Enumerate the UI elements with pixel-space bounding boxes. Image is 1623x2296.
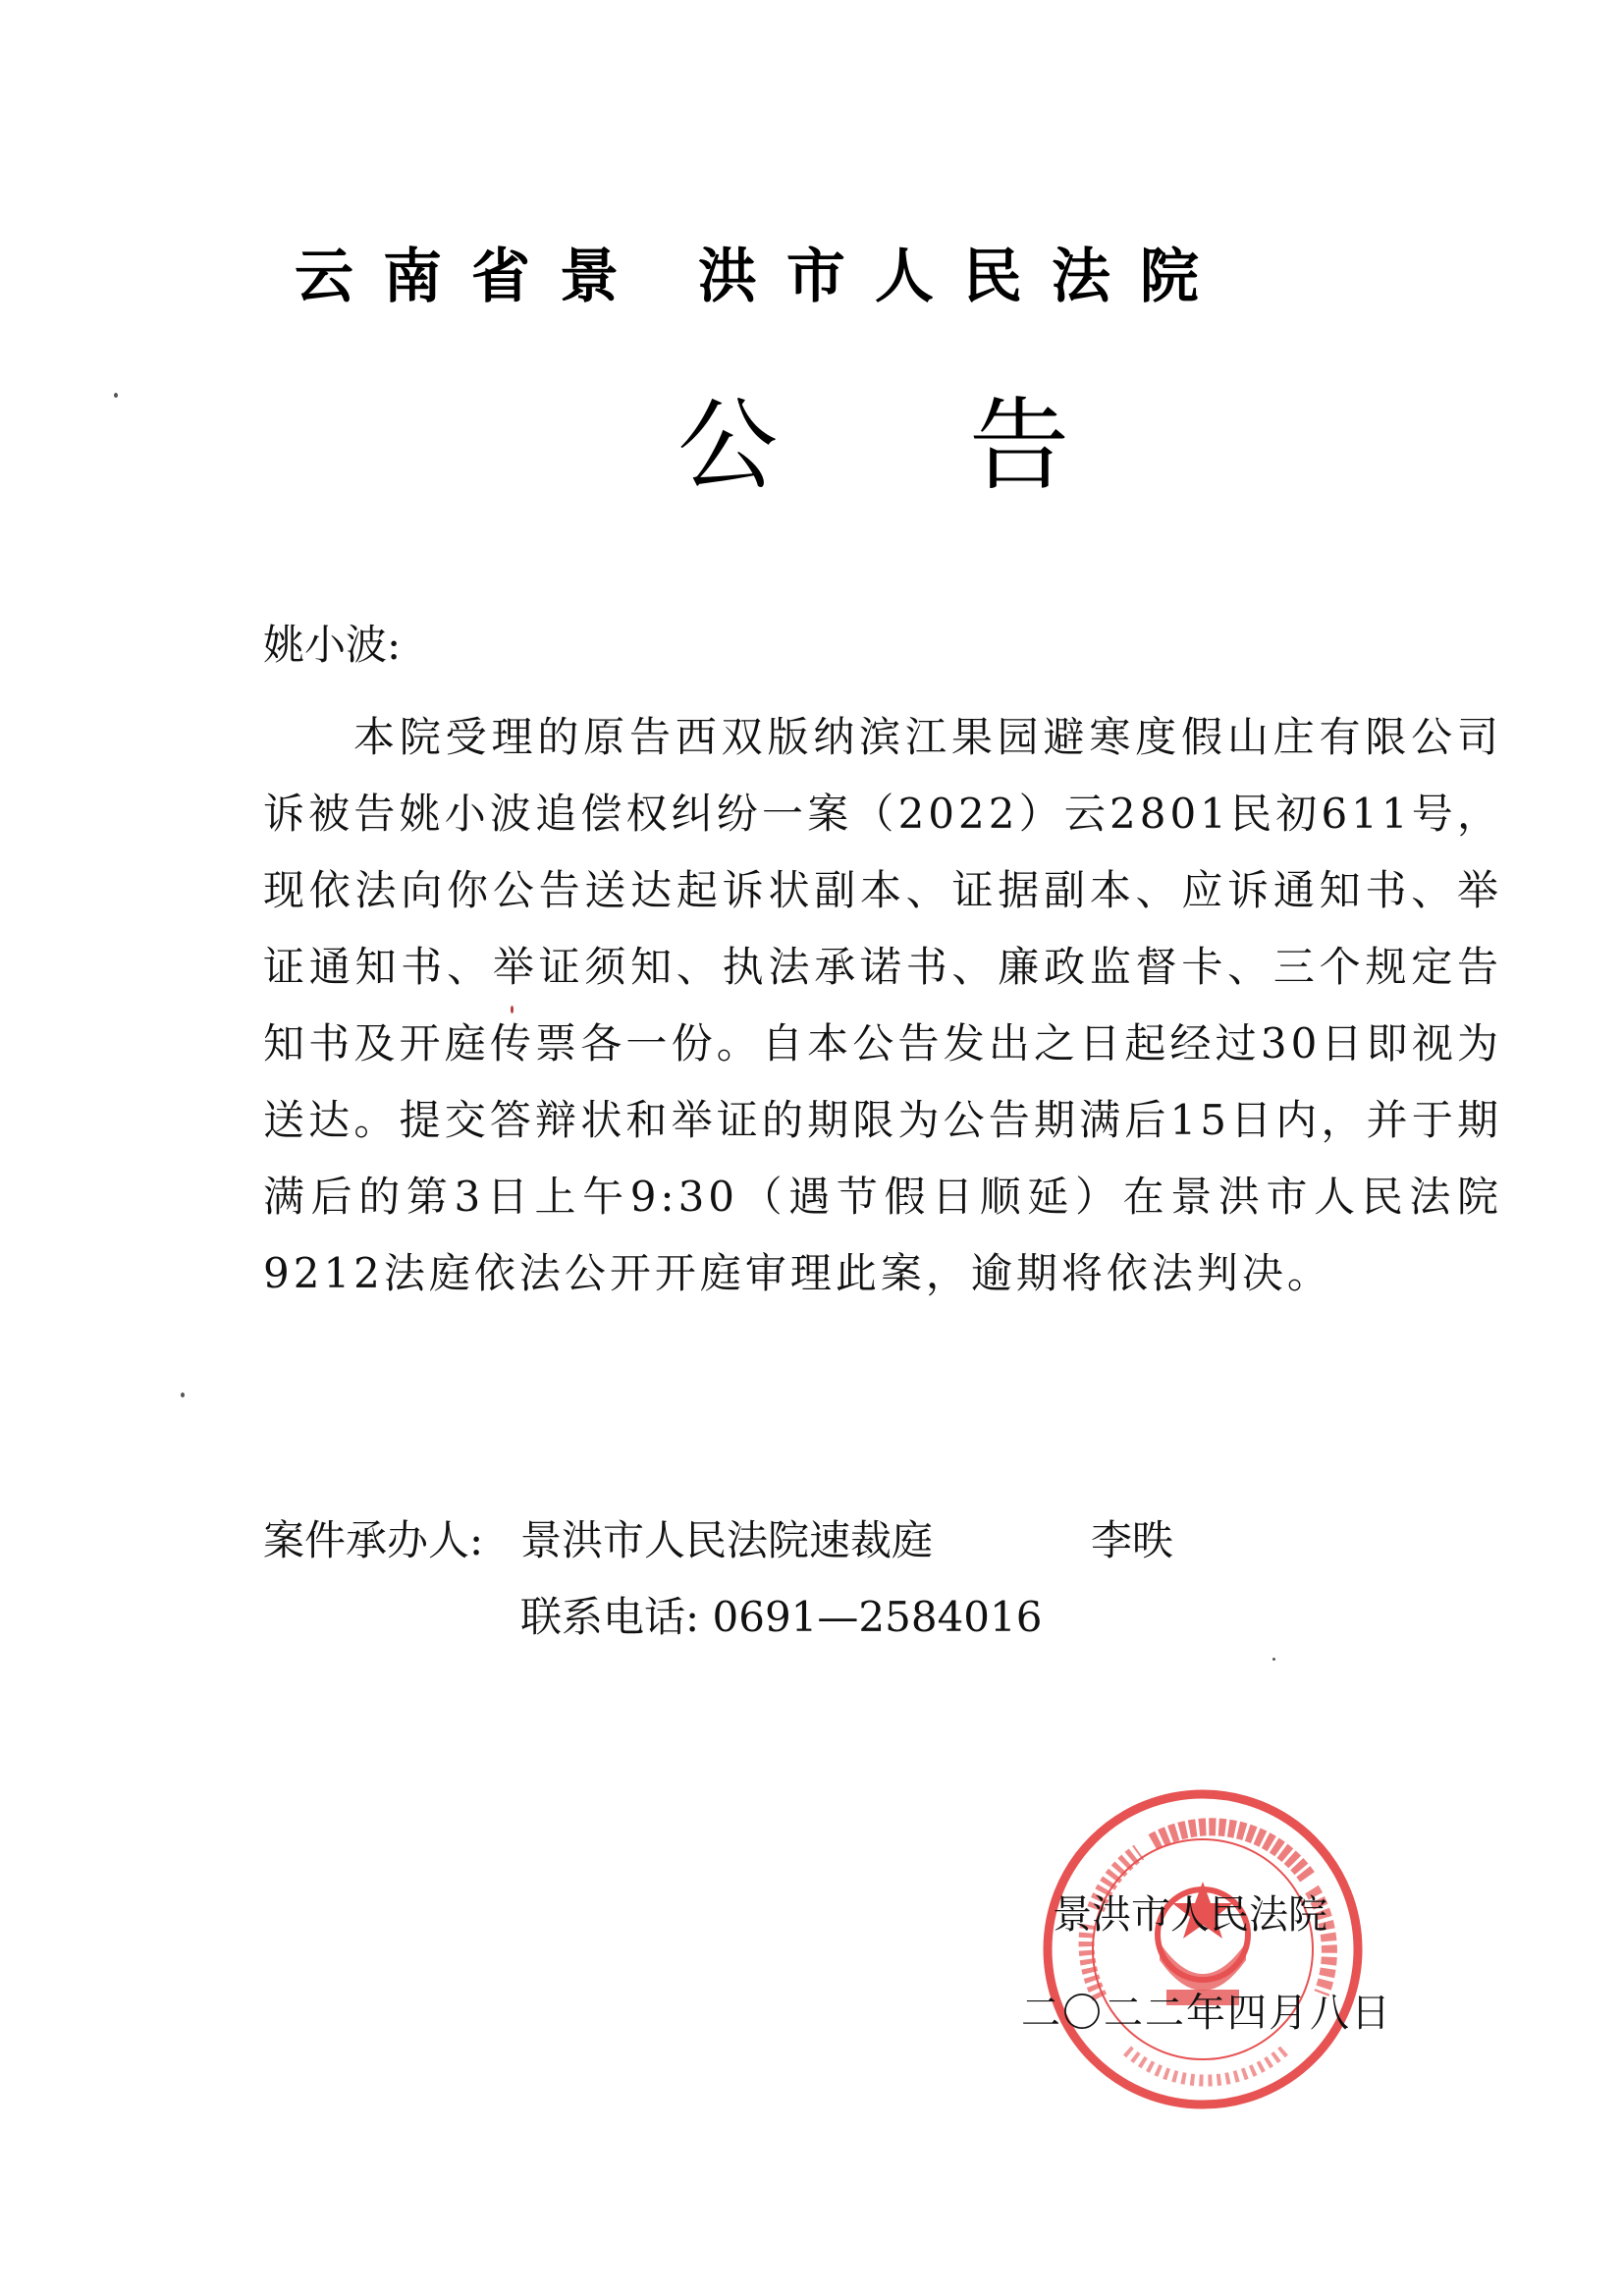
phone-label: 联系电话:	[520, 1593, 700, 1641]
handler-label: 案件承办人:	[263, 1516, 484, 1564]
court-title: 云南省景 洪市人民法院	[295, 243, 1228, 311]
notice-body: 本院受理的原告西双版纳滨江果园避寒度假山庄有限公司诉被告姚小波追偿权纠纷一案（2022）云2801民初611号，现依法向你公告送达起诉状副本、证据副本、应诉通知书、举证通知书、举证须知、执法承诺书、廉政监督卡、三个规定告知书及开庭传票各一份。自本公告发出之日起经过30日即视为送达。提交答辩状和举证的期限为公告期满后15日内，并于期满后的第3日上午9:30（遇节假日顺延）在景洪市人民法院9212法庭依法公开开庭审理此案，逾期将依法判决。	[263, 713, 1502, 1297]
notice-title: 公告	[677, 388, 1261, 505]
handler-name: 李昳	[1091, 1516, 1174, 1564]
contact-block	[263, 1503, 1174, 1656]
signature-date: 二〇二二年四月八日	[1021, 1991, 1392, 2036]
signature-court: 景洪市人民法院	[1053, 1892, 1327, 1938]
handler-row	[263, 1503, 1174, 1579]
phone-number: 0691—2584016	[712, 1593, 1043, 1641]
salutation: 姚小波:	[263, 621, 402, 669]
phone-row	[263, 1579, 1042, 1656]
scan-speck	[511, 1006, 514, 1013]
court-seal-icon	[1041, 1787, 1365, 2111]
scan-speck	[181, 1393, 185, 1397]
seal-emblem	[1048, 1794, 1358, 2105]
scan-speck	[1272, 1658, 1275, 1661]
scan-speck	[114, 393, 118, 398]
handler-unit: 景洪市人民法院速裁庭	[520, 1516, 934, 1564]
